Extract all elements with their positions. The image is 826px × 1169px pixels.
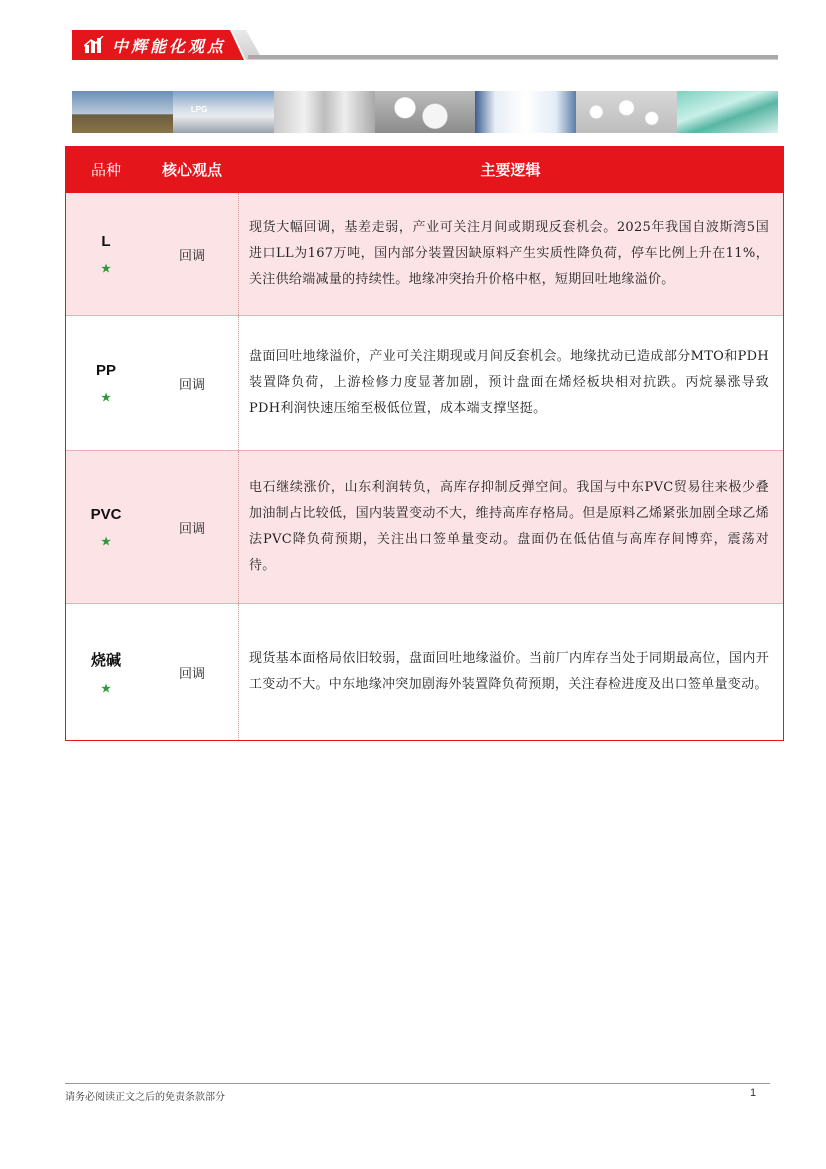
footer-disclaimer: 请务必阅读正文之后的免责条款部分 (65, 1092, 225, 1103)
variety-cell (66, 316, 146, 450)
pipes-image (274, 91, 375, 133)
bar-chart-icon (84, 36, 104, 54)
header-variety: 品种 (90, 161, 121, 179)
logic-cell: 现货大幅回调，基差走弱，产业可关注月间或期现反套机会。2025年我国自波斯湾5国进口LL为167万吨，国内部分装置因缺原料产生实质性降负荷，停车比例上升在11%，关注供给端减量的持续性。地缘冲突抬升价格中枢，短期回吐地缘溢价。 (249, 220, 769, 287)
view-cell: 回调 (146, 316, 239, 450)
table-row (66, 603, 783, 740)
table-header (66, 146, 783, 193)
logic-cell: 盘面回吐地缘溢价，产业可关注期现或月间反套机会。地缘扰动已造成部分MTO和PDH装置降负荷，上游检修力度显著加剧，预计盘面在烯烃板块相对抗跌。丙烷暴涨导致PDH利润快速压缩至极低位置，成本端支撑坚挺。 (249, 349, 769, 416)
glass-sheets-image (677, 91, 778, 133)
product-bag-image (475, 91, 576, 133)
granules-image (576, 91, 677, 133)
variety-cell (66, 193, 146, 315)
view-cell: 回调 (146, 193, 239, 315)
header-view: 核心观点 (161, 161, 222, 179)
variety-cell (66, 604, 146, 740)
oil-pump-image (72, 91, 173, 133)
viewpoint-table (65, 146, 784, 741)
lpg-label: LPG (190, 105, 208, 114)
product-image-strip (72, 91, 778, 133)
star-icon: ★ (101, 263, 111, 275)
lpg-tank-image (173, 91, 274, 133)
footer-divider (65, 1083, 770, 1084)
logic-cell: 现货基本面格局依旧较弱，盘面回吐地缘溢价。当前厂内库存当处于同期最高位，国内开工变动不大。中东地缘冲突加剧海外装置降负荷预期，关注春检进度及出口签单量变动。 (249, 651, 769, 692)
pellets-image (375, 91, 476, 133)
header-logic: 主要逻辑 (480, 161, 541, 179)
variety-cell (66, 451, 146, 603)
variety-name: L (101, 233, 111, 250)
variety-name: 烧碱 (90, 652, 121, 669)
page-number: 1 (750, 1087, 757, 1099)
table-row (66, 450, 783, 603)
banner-divider (248, 55, 778, 59)
table-row (66, 315, 783, 450)
variety-name: PVC (90, 506, 122, 523)
view-cell: 回调 (146, 604, 239, 740)
page-title: 中辉能化观点 (112, 37, 227, 56)
logic-cell: 电石继续涨价，山东利润转负，高库存抑制反弹空间。我国与中东PVC贸易往来极少叠加油制占比较低，国内装置变动不大，维持高库存格局。但是原料乙烯紧张加剧全球乙烯法PVC降负荷预期，关注出口签单量变动。盘面仍在低估值与高库存间博弈，震荡对待。 (249, 480, 769, 573)
view-cell: 回调 (146, 451, 239, 603)
star-icon: ★ (101, 683, 111, 695)
header-banner (72, 30, 778, 62)
star-icon: ★ (101, 536, 111, 548)
table-row (66, 193, 783, 315)
variety-name: PP (95, 362, 116, 379)
star-icon: ★ (101, 392, 111, 404)
